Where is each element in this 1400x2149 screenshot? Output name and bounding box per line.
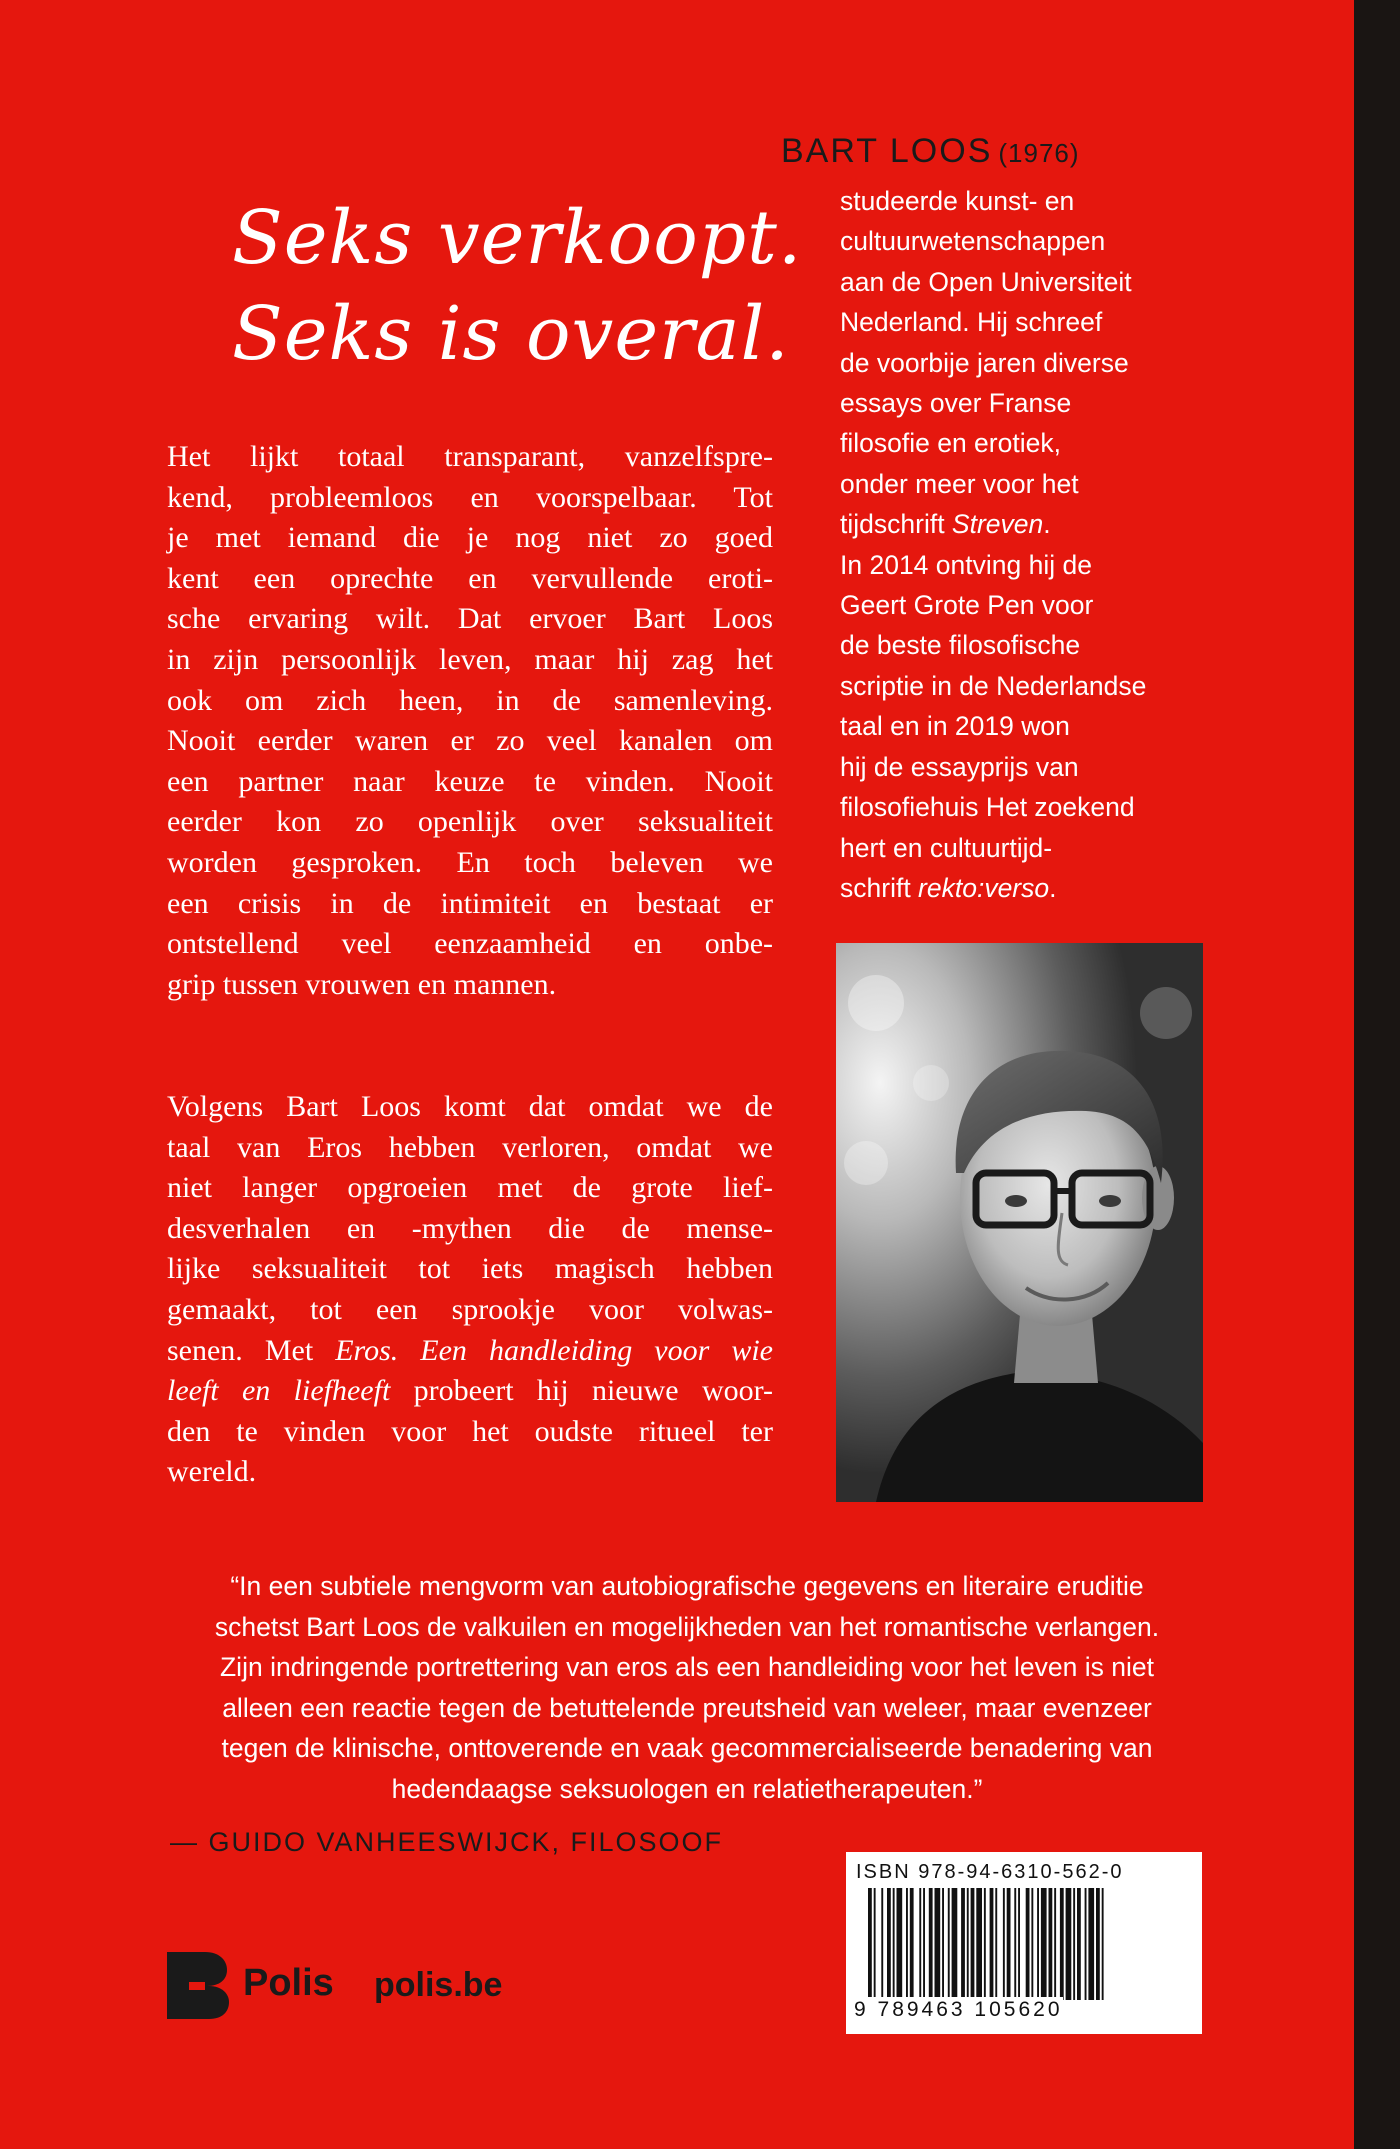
barcode-bar <box>1003 1888 1005 2000</box>
book-title-part-1: Eros. Een handleiding voor wie <box>335 1333 773 1367</box>
barcode-bar <box>1073 1888 1075 2000</box>
barcode-bar <box>1077 1888 1081 2000</box>
blurb-paragraph-2 <box>167 1087 773 1493</box>
barcode-bar <box>906 1888 908 2000</box>
bio-line: filosofiehuis Het zoekend <box>840 792 1135 823</box>
blurb-paragraph-1 <box>167 437 773 1005</box>
barcode-bar <box>976 1888 982 2000</box>
barcode-bar <box>935 1888 941 2000</box>
blurb-line: wereld. <box>167 1455 257 1489</box>
headline-line-2: Seks is overal. <box>232 291 790 377</box>
blurb-line: kend, probleemloos en voorspelbaar. Tot <box>167 480 773 514</box>
barcode-bar <box>1018 1888 1020 2000</box>
barcode-bar <box>984 1888 986 2000</box>
bio-text: tijdschrift <box>840 509 952 540</box>
headline <box>232 190 832 382</box>
blurb-line: ontstellend veel eenzaamheid en onbe- <box>167 927 773 961</box>
bio-line: Nederland. Hij schreef <box>840 307 1103 338</box>
polis-logo-icon <box>167 1952 229 2019</box>
barcode-bar <box>1041 1888 1047 2000</box>
barcode-bar <box>923 1888 925 2000</box>
blurb-line: Het lijkt totaal transparant, vanzelfspre- <box>167 440 773 473</box>
author-name <box>781 131 1080 173</box>
bio-line: de beste filosofische <box>840 630 1081 661</box>
blurb-line: Volgens Bart Loos komt dat omdat we de <box>167 1090 773 1123</box>
blurb-line: Nooit eerder waren er zo veel kanalen om <box>167 724 773 758</box>
blurb-line: kent een oprechte en vervullende eroti- <box>167 561 773 595</box>
blurb-text: probeert hij nieuwe woor- <box>390 1374 773 1408</box>
barcode-bar <box>1054 1888 1056 2000</box>
blurb-line: den te vinden voor het oudste ritueel ter <box>167 1414 773 1448</box>
barcode-bar <box>952 1888 958 2000</box>
book-spine <box>1354 0 1400 2149</box>
barcode-digits: 9 789463 105620 <box>854 1998 1063 2021</box>
barcode-bar <box>1037 1888 1039 2000</box>
bio-line <box>840 868 1220 908</box>
bio-text: . <box>1043 509 1051 540</box>
barcode-bar <box>887 1888 891 2000</box>
blurb-line: lijke seksualiteit tot iets magisch hebben <box>167 1252 773 1286</box>
barcode-bar <box>1066 1888 1072 2000</box>
quote-line: hedendaagse seksuologen en relatietherapeuten.” <box>391 1773 983 1804</box>
barcode-bar <box>995 1888 997 2000</box>
blurb-line <box>167 1331 773 1372</box>
quote-attribution: — GUIDO VANHEESWIJCK, FILOSOOF <box>170 1827 724 1857</box>
bio-line <box>840 504 1220 544</box>
blurb-line: ook om zich heen, in de samenleving. <box>167 683 773 717</box>
barcode-bar <box>990 1888 994 2000</box>
barcode-bar <box>961 1888 965 2000</box>
blurb-line: worden gesproken. En toch beleven we <box>167 845 773 879</box>
quote-line: “In een subtiele mengvorm van autobiografische gegevens en literaire eruditie <box>230 1571 1144 1601</box>
quote-line: alleen een reactie tegen de betuttelende preutsheid van weleer, maar evenzeer <box>222 1692 1152 1723</box>
blurb-line: sche ervaring wilt. Dat ervoer Bart Loos <box>167 602 773 636</box>
barcode-bar <box>1031 1888 1033 2000</box>
barcode-bars <box>846 1888 1202 2008</box>
review-quote <box>170 1566 1204 1810</box>
quote-line: tegen de klinische, onttoverende en vaak gecommercialiseerde benadering van <box>221 1733 1153 1764</box>
blurb-line: grip tussen vrouwen en mannen. <box>167 967 557 1001</box>
magazine-title-rekto-verso: rekto:verso <box>918 872 1050 903</box>
barcode-bar <box>1060 1888 1064 2000</box>
bio-line: onder meer voor het <box>840 468 1079 499</box>
author-portrait <box>836 943 1203 1502</box>
author-birth-year: (1976) <box>998 138 1080 168</box>
blurb-line: taal van Eros hebben verloren, omdat we <box>167 1130 773 1164</box>
barcode-bar <box>929 1888 933 2000</box>
bio-line: taal en in 2019 won <box>840 711 1070 742</box>
bio-line: hert en cultuurtijd- <box>840 832 1053 863</box>
isbn-barcode <box>846 1852 1202 2034</box>
isbn-label: ISBN 978-94-6310-562-0 <box>856 1861 1124 1883</box>
barcode-bar <box>1049 1888 1053 2000</box>
barcode-bar <box>919 1888 921 2000</box>
barcode-bar <box>881 1888 883 2000</box>
barcode-bar <box>971 1888 975 2000</box>
barcode-bar <box>1026 1888 1030 2000</box>
barcode-bar <box>910 1888 914 2000</box>
quote-line: Zijn indringende portrettering van eros als een handleiding voor het leven is niet <box>220 1652 1154 1683</box>
bio-line: de voorbije jaren diverse <box>840 347 1129 378</box>
blurb-text: senen. Met <box>167 1333 336 1367</box>
publisher-url: polis.be <box>374 1966 503 2004</box>
bio-line: hij de essayprijs van <box>840 751 1079 782</box>
bio-line: In 2014 ontving hij de <box>840 549 1092 580</box>
blurb-line: desverhalen en -mythen die de mense- <box>167 1211 773 1245</box>
barcode-bar <box>1085 1888 1087 2000</box>
barcode-bar <box>1014 1888 1016 2000</box>
bio-line: filosofie en erotiek, <box>840 428 1061 459</box>
quote-line: schetst Bart Loos de valkuilen en mogelijkheden van het romantische verlangen. <box>214 1611 1160 1642</box>
blurb-line: niet langer opgroeien met de grote lief- <box>167 1171 773 1205</box>
author-name-text: BART LOOS <box>781 132 993 170</box>
blurb-line <box>167 1371 773 1412</box>
bio-line: studeerde kunst- en <box>840 186 1075 216</box>
barcode-bar <box>942 1888 944 2000</box>
headline-line-1: Seks verkoopt. <box>232 195 803 281</box>
bio-line: Geert Grote Pen voor <box>840 590 1094 621</box>
barcode-bar <box>948 1888 950 2000</box>
bio-text: schrift <box>840 872 919 903</box>
magazine-title-streven: Streven <box>951 509 1044 540</box>
bio-line: aan de Open Universiteit <box>840 266 1132 297</box>
bio-line: cultuurwetenschappen <box>840 226 1106 257</box>
barcode-bar <box>1102 1888 1104 2000</box>
barcode-bar <box>893 1888 895 2000</box>
barcode-bar <box>1088 1888 1094 2000</box>
blurb-line: een partner naar keuze te vinden. Nooit <box>167 764 773 798</box>
barcode-bar <box>874 1888 876 2000</box>
blurb-line: gemaakt, tot een sprookje voor volwas- <box>167 1292 773 1326</box>
barcode-bar <box>897 1888 903 2000</box>
blurb-line: je met iemand die je nog niet zo goed <box>167 521 773 555</box>
bio-text: . <box>1049 872 1057 903</box>
bio-line: essays over Franse <box>840 388 1072 419</box>
blurb-line: in zijn persoonlijk leven, maar hij zag het <box>167 642 773 676</box>
book-title-part-2: leeft en liefheeft <box>167 1374 391 1408</box>
publisher-name: Polis <box>243 1962 334 2004</box>
barcode-bar <box>868 1888 872 2000</box>
barcode-bar <box>967 1888 969 2000</box>
author-bio <box>840 181 1220 908</box>
barcode-bar <box>1096 1888 1100 2000</box>
blurb-line: een crisis in de intimiteit en bestaat er <box>167 886 773 920</box>
barcode-bar <box>1007 1888 1011 2000</box>
blurb-line: eerder kon zo openlijk over seksualiteit <box>167 805 773 839</box>
bio-line: scriptie in de Nederlandse <box>840 670 1147 701</box>
